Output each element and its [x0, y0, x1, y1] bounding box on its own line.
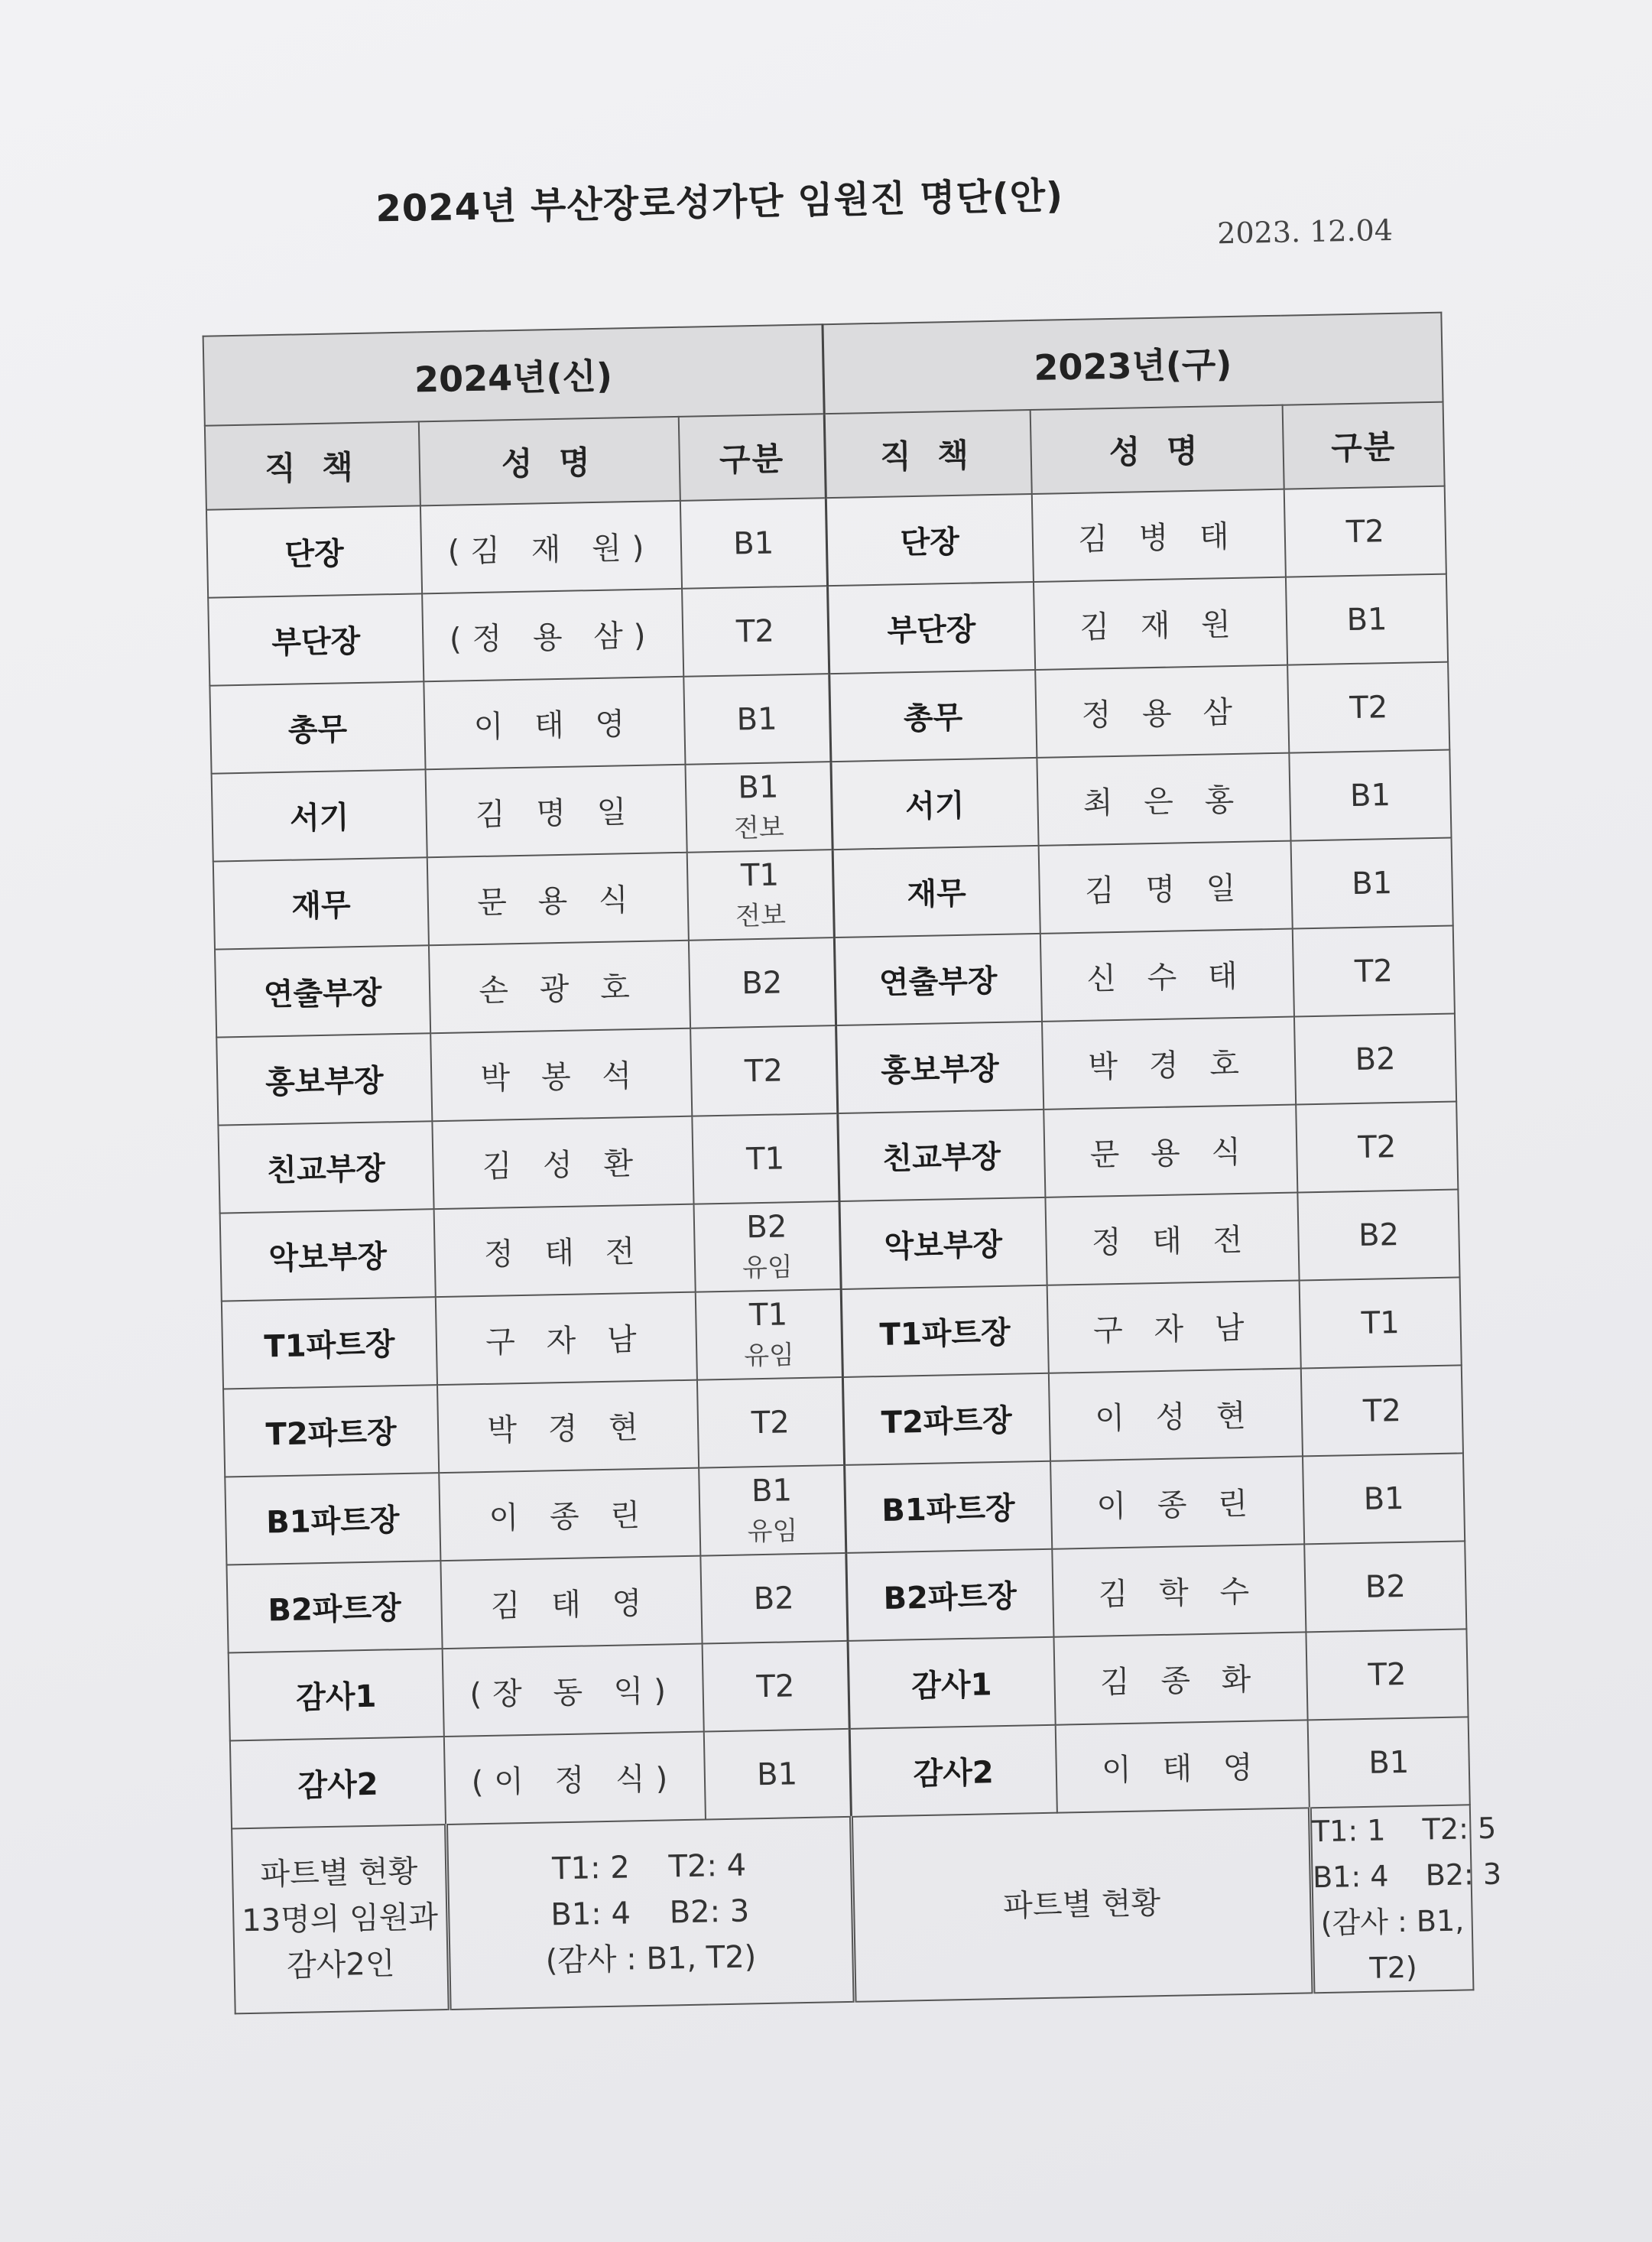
- part-new: T1: [740, 857, 780, 894]
- position-old-cell: [830, 758, 1038, 850]
- part-old: T2: [1345, 513, 1385, 550]
- position-new: 부단장: [271, 623, 361, 661]
- summary-old-label-text: 파트별 현황: [1002, 1886, 1161, 1925]
- part-new-cell: [692, 1113, 839, 1204]
- name-new: (김 재 원): [447, 530, 655, 570]
- part-old: B2: [1355, 1041, 1396, 1077]
- summary-new-label-line: 13명의 임원과: [241, 1899, 439, 1939]
- part-note: 유임: [742, 1252, 794, 1284]
- name-old: 정 용 삼: [1081, 694, 1244, 733]
- position-new: 악보부장: [268, 1239, 388, 1277]
- position-old: 서기: [904, 788, 965, 825]
- part-note: 유임: [743, 1340, 795, 1372]
- part-new: T2: [735, 613, 775, 649]
- position-new-cell: [206, 505, 422, 597]
- position-old: 친교부장: [881, 1139, 1001, 1177]
- part-new: B2: [741, 964, 783, 1001]
- part-note: 유임: [747, 1516, 798, 1548]
- part-new-cell: [680, 498, 827, 589]
- part-old: B2: [1358, 1217, 1400, 1253]
- document-title: 2024년 부산장로성가단 임원진 명단(안): [375, 174, 1064, 231]
- position-new: T2파트장: [265, 1415, 398, 1453]
- position-old-cell: [849, 1725, 1057, 1817]
- part-new-cell: [704, 1729, 851, 1820]
- name-old-cell: [1040, 929, 1294, 1022]
- name-new: 정 태 전: [483, 1233, 646, 1272]
- position-new-cell: [216, 1033, 432, 1125]
- name-new-cell: [440, 1556, 702, 1649]
- position-old: 부단장: [887, 612, 976, 649]
- col-position-new: 직 책: [205, 421, 420, 509]
- position-new-cell: [218, 1121, 433, 1213]
- position-old: 감사2: [913, 1755, 995, 1792]
- summary-new-counts-line: T1: 2 T2: 4: [551, 1847, 747, 1887]
- part-old-cell: [1301, 1365, 1463, 1456]
- position-new: 서기: [289, 800, 349, 837]
- name-new-cell: [444, 1732, 706, 1825]
- position-old-cell: [827, 582, 1035, 674]
- name-old: 최 은 홍: [1082, 782, 1245, 821]
- part-old-cell: [1291, 838, 1453, 929]
- position-old-cell: [845, 1549, 1053, 1641]
- part-new: B2: [753, 1580, 795, 1617]
- position-new-cell: [225, 1473, 440, 1565]
- summary-new-counts-line: (감사 : B1, T2): [545, 1939, 757, 1979]
- position-new-cell: [229, 1649, 444, 1740]
- name-old-cell: [1042, 1017, 1296, 1110]
- name-new-cell: [443, 1644, 704, 1737]
- name-new: 박 경 현: [487, 1409, 650, 1448]
- part-new-cell: [690, 1025, 837, 1116]
- header-2024-new: 2024년(신): [203, 324, 824, 426]
- position-new-cell: [222, 1297, 437, 1389]
- part-new: T1: [745, 1140, 785, 1177]
- part-old: B1: [1368, 1744, 1410, 1781]
- position-new: 단장: [284, 536, 345, 573]
- part-note: 전보: [735, 900, 787, 932]
- name-old-cell: [1043, 1105, 1297, 1197]
- position-old-cell: [826, 494, 1034, 586]
- position-old-cell: [832, 846, 1040, 937]
- name-new-cell: [426, 765, 687, 858]
- position-new-cell: [209, 681, 425, 773]
- col-part-new: 구분: [679, 414, 826, 501]
- part-old-cell: [1306, 1629, 1468, 1720]
- roster-body: [206, 486, 1470, 1829]
- part-old: B1: [1363, 1480, 1405, 1517]
- document-date: 2023. 12.04: [1216, 213, 1394, 251]
- part-new-cell: [699, 1465, 845, 1556]
- summary-new-label: [232, 1824, 450, 2013]
- name-old-cell: [1047, 1280, 1301, 1373]
- summary-old-label: [851, 1808, 1313, 2001]
- part-new: T2: [751, 1404, 790, 1441]
- part-new-cell: [689, 937, 836, 1028]
- part-old-cell: [1297, 1189, 1459, 1280]
- name-new-cell: [429, 941, 690, 1034]
- position-old-cell: [837, 1110, 1045, 1201]
- name-old: 김 명 일: [1084, 870, 1247, 909]
- summary-old-counts: [1310, 1805, 1502, 1993]
- position-new-cell: [226, 1561, 442, 1652]
- name-old-cell: [1037, 753, 1290, 846]
- position-old: B2파트장: [883, 1578, 1017, 1617]
- name-new: (정 용 삼): [449, 618, 657, 658]
- position-old-cell: [839, 1197, 1047, 1289]
- name-old-cell: [1056, 1720, 1310, 1812]
- summary-old-counts-line: (감사 : B1, T2): [1320, 1903, 1465, 1985]
- name-new: 이 종 린: [488, 1497, 651, 1536]
- part-new-cell: [703, 1641, 849, 1732]
- position-new: 재무: [290, 888, 352, 924]
- summary-old-counts-line: B1: 4 B2: 3: [1312, 1857, 1502, 1895]
- part-old-cell: [1300, 1277, 1462, 1368]
- name-new-cell: [424, 677, 685, 770]
- name-new: 이 태 영: [473, 707, 636, 746]
- summary-row: [232, 1805, 1473, 2013]
- name-old-cell: [1035, 665, 1289, 758]
- name-new-cell: [427, 853, 689, 946]
- part-old: B1: [1351, 865, 1393, 902]
- name-old-cell: [1050, 1456, 1304, 1548]
- summary-new-label-line: 감사2인: [286, 1946, 395, 1984]
- position-new-cell: [223, 1385, 439, 1477]
- part-old-cell: [1296, 1101, 1458, 1192]
- position-new: 총무: [287, 712, 348, 749]
- name-old: 이 종 린: [1096, 1486, 1259, 1525]
- position-old: 연출부장: [878, 963, 998, 1001]
- part-new-cell: [700, 1553, 847, 1644]
- position-old-cell: [848, 1637, 1056, 1729]
- position-old: 감사1: [910, 1667, 992, 1704]
- part-new: B1: [751, 1473, 793, 1509]
- name-old: 김 재 원: [1079, 606, 1242, 645]
- name-old: 김 학 수: [1098, 1574, 1261, 1613]
- position-new: 홍보부장: [265, 1063, 385, 1101]
- summary-new-counts-line: B1: 4 B2: 3: [550, 1893, 750, 1933]
- name-old: 문 용 식: [1089, 1134, 1252, 1173]
- name-new: 문 용 식: [476, 882, 639, 921]
- position-old: 홍보부장: [880, 1051, 1000, 1089]
- part-new-cell: [696, 1289, 842, 1380]
- name-new-cell: [430, 1028, 692, 1122]
- part-old: T2: [1368, 1656, 1407, 1693]
- position-old-cell: [834, 934, 1042, 1025]
- name-old: 김 종 화: [1099, 1662, 1262, 1701]
- name-old-cell: [1039, 841, 1293, 934]
- header-2023-old: 2023년(구): [822, 313, 1443, 414]
- name-new-cell: [420, 501, 682, 594]
- name-new: 박 봉 석: [480, 1058, 643, 1097]
- position-new: 친교부장: [266, 1151, 386, 1189]
- part-new-cell: [687, 850, 834, 941]
- part-old: B2: [1365, 1568, 1407, 1605]
- part-old: T1: [1361, 1305, 1400, 1341]
- name-new: (장 동 익): [469, 1673, 677, 1713]
- position-old: 총무: [903, 700, 963, 737]
- part-old-cell: [1293, 926, 1455, 1017]
- position-old: 재무: [907, 876, 967, 913]
- position-old-cell: [836, 1022, 1043, 1113]
- name-old-cell: [1032, 489, 1286, 582]
- position-new-cell: [230, 1737, 446, 1828]
- name-new: (이 정 식): [471, 1761, 679, 1801]
- part-new: B1: [756, 1756, 798, 1792]
- position-old-cell: [844, 1461, 1052, 1553]
- position-old: 악보부장: [884, 1227, 1003, 1265]
- position-old: 단장: [900, 524, 960, 561]
- part-old: T2: [1362, 1392, 1402, 1429]
- position-new: 연출부장: [263, 975, 382, 1013]
- name-new: 손 광 호: [478, 970, 641, 1009]
- part-note: 전보: [733, 812, 785, 844]
- name-old: 정 태 전: [1091, 1222, 1254, 1261]
- col-position-old: 직 책: [824, 410, 1032, 498]
- name-new: 김 명 일: [475, 794, 638, 833]
- name-new: 김 태 영: [490, 1585, 653, 1624]
- position-new: B2파트장: [268, 1591, 402, 1629]
- position-old: T2파트장: [881, 1402, 1013, 1441]
- part-new: B2: [745, 1209, 787, 1246]
- name-new-cell: [439, 1468, 700, 1561]
- position-new-cell: [212, 769, 427, 861]
- document: [153, 128, 1502, 1985]
- summary-new-label-line: 파트별 현황: [260, 1854, 418, 1893]
- part-old-cell: [1308, 1717, 1470, 1808]
- part-new: T2: [744, 1052, 784, 1089]
- part-new: B1: [737, 769, 779, 806]
- part-old-cell: [1294, 1014, 1456, 1105]
- summary-new-counts: [446, 1817, 855, 2010]
- name-old: 구 자 남: [1092, 1310, 1255, 1349]
- part-old: T2: [1349, 689, 1388, 726]
- part-old: B1: [1349, 777, 1391, 814]
- part-old-cell: [1289, 750, 1451, 841]
- part-new: B1: [732, 525, 774, 562]
- part-old-cell: [1284, 486, 1446, 577]
- position-old: B1파트장: [881, 1490, 1016, 1529]
- position-old-cell: [841, 1285, 1049, 1377]
- col-part-old: 구분: [1283, 402, 1445, 489]
- position-new: B1파트장: [265, 1503, 400, 1541]
- part-new-cell: [694, 1201, 841, 1292]
- position-old: T1파트장: [879, 1314, 1011, 1353]
- part-new-cell: [682, 586, 829, 677]
- part-new: T2: [756, 1668, 795, 1704]
- name-new-cell: [436, 1292, 697, 1386]
- officer-roster-table: [203, 312, 1502, 2015]
- position-new: T1파트장: [264, 1327, 395, 1365]
- position-new-cell: [220, 1209, 436, 1301]
- name-old-cell: [1052, 1544, 1306, 1636]
- part-old-cell: [1287, 662, 1449, 753]
- name-old: 이 성 현: [1094, 1398, 1258, 1437]
- summary-old-counts-line: T1: 1 T2: 5: [1311, 1811, 1497, 1849]
- part-old: T2: [1357, 1129, 1397, 1165]
- name-new-cell: [437, 1380, 699, 1474]
- name-old-cell: [1054, 1632, 1308, 1724]
- name-old-cell: [1034, 577, 1287, 670]
- position-new-cell: [208, 593, 424, 685]
- name-new-cell: [432, 1116, 693, 1210]
- col-name-new: 성 명: [419, 417, 680, 506]
- part-old-cell: [1304, 1541, 1466, 1632]
- position-new: 감사2: [297, 1766, 379, 1804]
- part-new-cell: [685, 762, 832, 853]
- name-old-cell: [1045, 1193, 1299, 1285]
- name-new-cell: [434, 1204, 696, 1298]
- part-new-cell: [683, 674, 830, 765]
- part-old: B1: [1346, 601, 1387, 638]
- part-new-cell: [697, 1377, 844, 1468]
- part-new: T1: [748, 1297, 788, 1334]
- name-old-cell: [1049, 1368, 1303, 1461]
- position-old-cell: [829, 670, 1037, 762]
- name-old: 이 태 영: [1101, 1750, 1264, 1789]
- part-old-cell: [1286, 574, 1448, 665]
- name-old: 신 수 태: [1086, 958, 1249, 997]
- part-new: B1: [736, 700, 778, 737]
- position-new-cell: [213, 857, 429, 949]
- part-old-cell: [1303, 1453, 1465, 1544]
- name-old: 박 경 호: [1088, 1046, 1251, 1085]
- position-new: 감사1: [295, 1678, 377, 1716]
- name-new: 김 성 환: [482, 1145, 644, 1184]
- col-name-old: 성 명: [1030, 405, 1284, 494]
- part-old: T2: [1354, 953, 1394, 989]
- position-new-cell: [215, 945, 430, 1037]
- position-old-cell: [842, 1373, 1050, 1465]
- name-old: 김 병 태: [1077, 518, 1241, 557]
- name-new-cell: [422, 589, 683, 682]
- name-new: 구 자 남: [485, 1321, 648, 1360]
